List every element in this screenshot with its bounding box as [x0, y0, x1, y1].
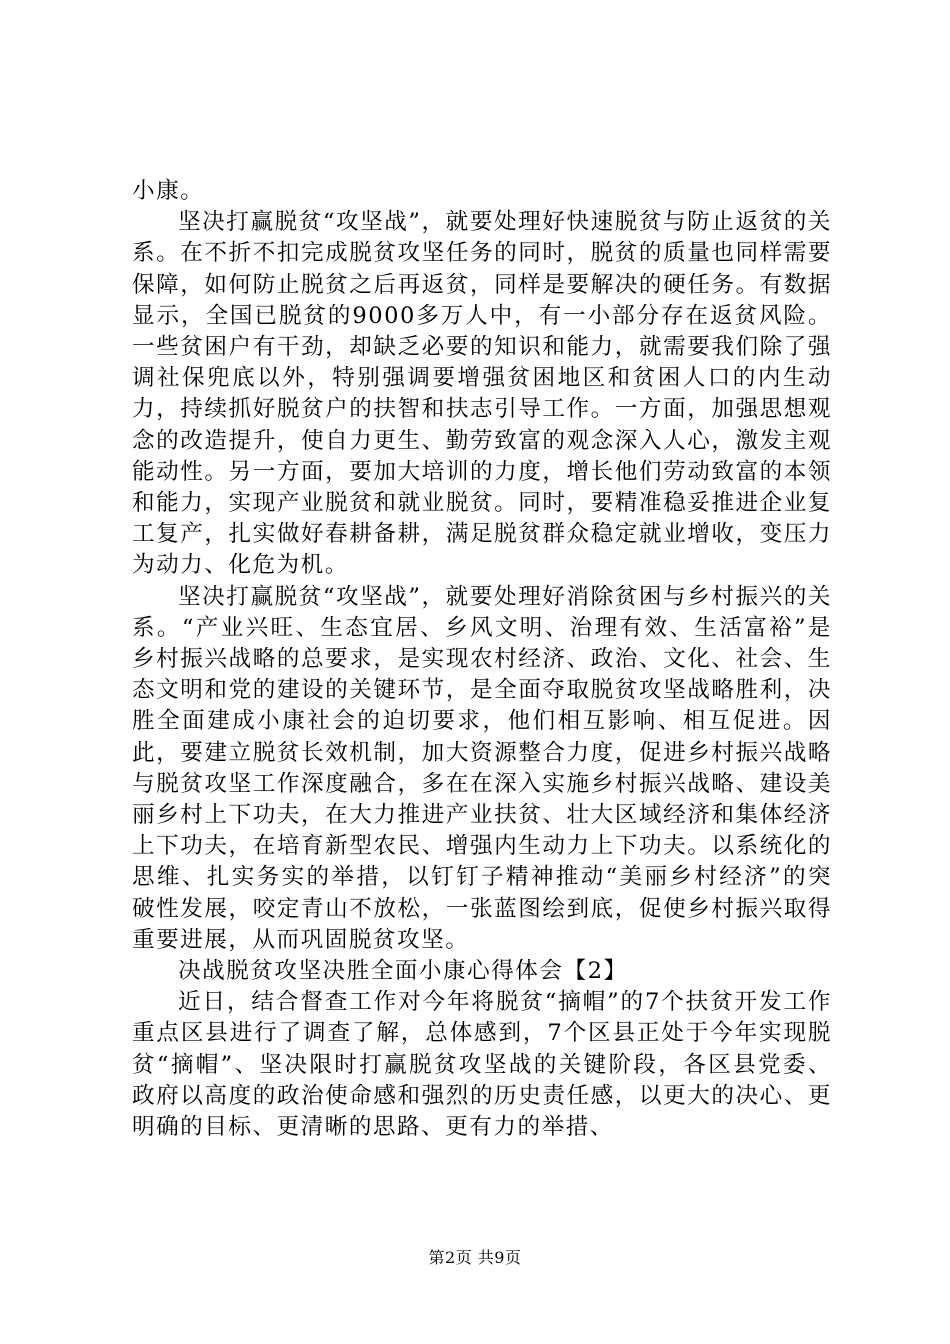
section-heading: 决战脱贫攻坚决胜全面小康心得体会【2】	[178, 958, 628, 985]
paragraph: 坚决打赢脱贫“攻坚战”，就要处理好快速脱贫与防止返贫的关系。在不折不扣完成脱贫攻坚任务的同时，脱贫的质量也同样需要保障，如何防止脱贫之后再返贫，同样是要解决的硬任务。有数据显示，全国已脱贫的9000多万人中，有一小部分存在返贫风险。一些贫困户有干劲，却缺乏必要的知识和能力，就需要我们除了强调社保兜底以外，特别强调要增强贫困地区和贫困人口的内生动力，持续抓好脱贫户的扶智和扶志引导工作。一方面，加强思想观念的改造提升，使自力更生、勤劳致富的观念深入人心，激发主观能动性。另一方面，要加大培训的力度，增长他们劳动致富的本领和能力，实现产业脱贫和就业脱贫。同时，要精准稳妥推进企业复工复产，扎实做好春耕备耕，满足脱贫群众稳定就业增收，变压力为动力、化危为机。	[132, 209, 832, 579]
paragraph: 近日，结合督查工作对今年将脱贫“摘帽”的7个扶贫开发工作重点区县进行了调查了解，总体感到，7个区县正处于今年实现脱贫“摘帽”、坚决限时打赢脱贫攻坚战的关键阶段，各区县党委、政府以高度的政治使命感和强烈的历史责任感，以更大的决心、更明确的目标、更清晰的思路、更有力的举措、	[132, 989, 832, 1141]
document-body	[132, 176, 832, 1143]
paragraph: 坚决打赢脱贫“攻坚战”，就要处理好消除贫困与乡村振兴的关系。“产业兴旺、生态宜居、乡风文明、治理有效、生活富裕”是乡村振兴战略的总要求，是实现农村经济、政治、文化、社会、生态文明和党的建设的关键环节，是全面夺取脱贫攻坚战略胜利，决胜全面建成小康社会的迫切要求，他们相互影响、相互促进。因此，要建立脱贫长效机制，加大资源整合力度，促进乡村振兴战略与脱贫攻坚工作深度融合，多在在深入实施乡村振兴战略、建设美丽乡村上下功夫，在大力推进产业扶贫、壮大区域经济和集体经济上下功夫，在培育新型农民、增强内生动力上下功夫。以系统化的思维、扎实务实的举措，以钉钉子精神推动“美丽乡村经济”的突破性发展，咬定青山不放松，一张蓝图绘到底，促使乡村振兴取得重要进展，从而巩固脱贫攻坚。	[132, 583, 832, 953]
paragraph: 小康。	[132, 178, 205, 204]
page-number-footer: 第2页 共9页	[428, 1248, 522, 1267]
